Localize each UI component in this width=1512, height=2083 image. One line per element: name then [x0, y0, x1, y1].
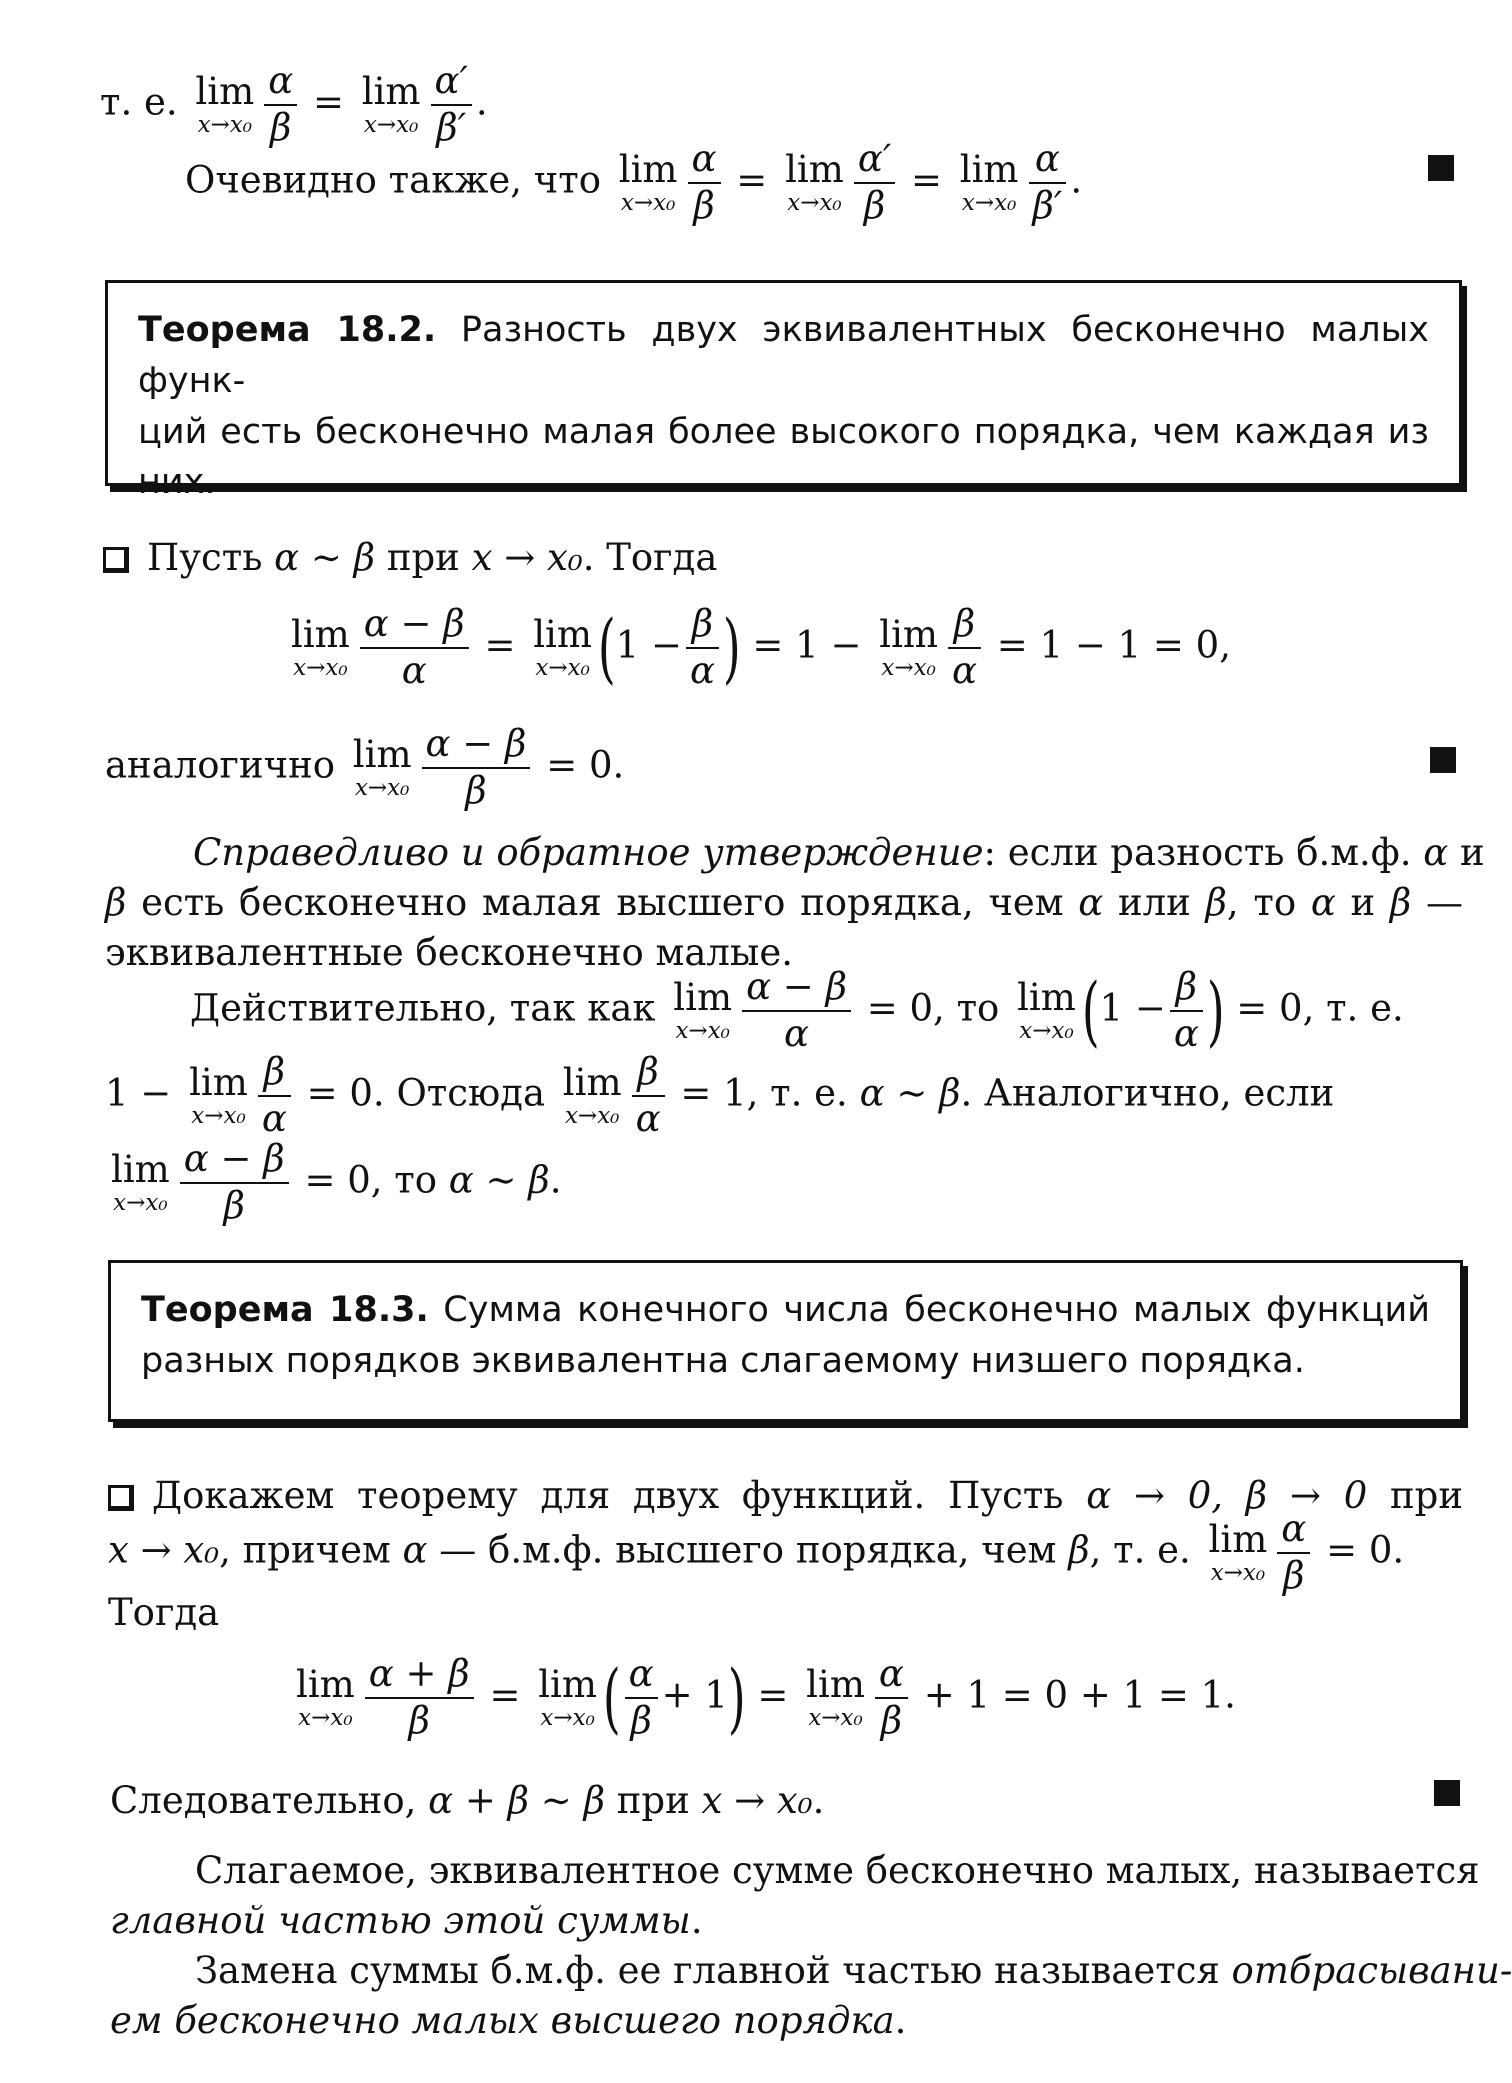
limit: lim x→x₀ [195, 69, 255, 138]
qed-square [1430, 747, 1456, 773]
text: Тогда [606, 536, 718, 579]
equation-analog: аналогично lim x→x₀ $\frac{\alpha - \beta}{\beta}$ = 0. [105, 722, 625, 812]
proof-line-3c: Тогда [108, 1591, 220, 1634]
fraction: $\frac{\beta}{\alpha}$ [632, 1053, 665, 1139]
indeed-line-2: 1 − lim x→x₀ $\frac{\beta}{\alpha}$ = 0. Отсюда lim x→x₀ $\frac{\beta}{\alpha}$ = 1, т. е. α ∼ β. Аналогично, если [105, 1050, 1335, 1140]
proof-start-icon [103, 547, 129, 573]
limit: lim x→x₀ [1208, 1517, 1268, 1586]
theorem-18-3 [108, 1260, 1463, 1422]
fraction: $\frac{\alpha - \beta}{\alpha}$ [742, 968, 851, 1054]
fraction: $\frac{\alpha}{\beta}$ [875, 1655, 908, 1741]
italic-term: ем бесконечно малых высшего порядка [110, 1999, 895, 2042]
conclusion-line: Следовательно, α + β ∼ β при x → x₀. [110, 1779, 825, 1822]
limit: lim x→x₀ [806, 1662, 865, 1731]
indeed-line-3: lim x→x₀ $\frac{\alpha - \beta}{\beta}$ = 0, то α ∼ β. [111, 1137, 562, 1227]
fraction: $\frac{\alpha + \beta}{\beta}$ [365, 1655, 474, 1741]
converse-line-2: β есть бесконечно малая высшего порядка, чем α или β, то α и β — [105, 881, 1463, 924]
limit: lim x→x₀ [533, 612, 592, 681]
equation-line-2: Очевидно также, что lim x→x₀ $\frac{\alpha}{\beta}$ = lim x→x₀ $\frac{\alpha'}{\beta}$ = lim x→x₀ $\frac{\alpha}{\beta'}$ . [185, 137, 1083, 227]
italic-term: главной частью этой суммы [110, 1899, 691, 1942]
converse-line-1: Справедливо и обратное утверждение: если разность б.м.ф. α и [193, 831, 1485, 874]
theorem-18-2 [105, 280, 1462, 503]
text: Очевидно также, что [185, 158, 601, 202]
limit: lim x→x₀ [618, 147, 678, 216]
limit: lim x→x₀ [785, 147, 844, 216]
fraction: $\frac{\alpha}{\beta}$ [688, 140, 721, 226]
limit: lim x→x₀ [296, 1662, 355, 1731]
limit: lim x→x₀ [111, 1147, 170, 1216]
definition-line-2: главной частью этой суммы. [110, 1899, 703, 1942]
limit: lim x→x₀ [291, 612, 350, 681]
equation-line-1: т. е. lim x→x₀ $\frac{\alpha}{\beta}$ = lim x→x₀ $\frac{\alpha'}{\beta'}$ . [100, 59, 488, 149]
fraction: $\frac{\alpha - \beta}{\beta}$ [422, 725, 531, 811]
limit: lim x→x₀ [189, 1060, 248, 1129]
fraction: $\frac{\alpha}{\beta'}$ [1029, 140, 1067, 226]
text: Разность двух эквивалентных бесконечно малых функ- [138, 310, 1429, 401]
italic-term: отбрасывани- [1231, 1949, 1512, 1992]
converse-line-3: эквивалентные бесконечно малые. [105, 931, 793, 974]
fraction: $\frac{\beta}{\alpha}$ [1170, 968, 1203, 1054]
limit: lim x→x₀ [673, 975, 733, 1044]
fraction: $\frac{\alpha}{\beta}$ [625, 1655, 658, 1741]
indeed-line-1: Действительно, так как lim x→x₀ $\frac{\alpha - \beta}{\alpha}$ = 0, то lim x→x₀ (1 − $\frac{\beta}{\alpha}$ ) = 0, т. е. [190, 965, 1404, 1055]
theorem-title: Теорема 18.2. [138, 310, 437, 350]
qed-square [1434, 1780, 1460, 1806]
display-equation-3: lim x→x₀ $\frac{\alpha + \beta}{\beta}$ = lim x→x₀ ( $\frac{\alpha}{\beta}$ + 1) = lim x→x₀ $\frac{\alpha}{\beta}$ + 1 = 0 + 1 = 1. [296, 1652, 1236, 1742]
text: ций есть бесконечно малая более высокого порядка, чем каждая из [138, 411, 1429, 452]
fraction: $\frac{\alpha'}{\beta'}$ [431, 62, 472, 148]
limit: lim x→x₀ [562, 1060, 622, 1129]
text: аналогично [105, 743, 336, 787]
fraction: $\frac{\alpha - \beta}{\beta}$ [180, 1140, 289, 1226]
proof-start-icon [108, 1485, 134, 1511]
proof-start-3: Докажем теорему для двух функций. Пусть α → 0, β → 0 при [108, 1475, 1463, 1518]
proof-start-1: Пусть α ∼ β при x → x₀. Тогда [103, 537, 717, 580]
text: них. [138, 462, 216, 503]
fraction: $\frac{\alpha - \beta}{\alpha}$ [360, 605, 469, 691]
fraction: $\frac{\beta}{\alpha}$ [948, 605, 981, 691]
fraction: $\frac{\alpha}{\beta}$ [1277, 1510, 1310, 1596]
qed-square [1428, 155, 1454, 181]
italic-term: Справедливо и обратное утверждение [193, 831, 984, 874]
definition-line-1: Слагаемое, эквивалентное сумме бесконечно малых, называется [195, 1849, 1480, 1892]
fraction: $\frac{\alpha}{\beta}$ [264, 62, 297, 148]
proof-line-3b: x → x₀, причем α — б.м.ф. высшего порядка, чем β, т. е. lim x→x₀ $\frac{\alpha}{\beta}$ = 0. [108, 1507, 1405, 1597]
fraction: $\frac{\alpha'}{\beta}$ [854, 140, 895, 226]
definition-line-3: Замена суммы б.м.ф. ее главной частью называется отбрасывани- [195, 1949, 1512, 1992]
definition-line-4: ем бесконечно малых высшего порядка. [110, 1999, 907, 2042]
text: разных порядков эквивалентна слагаемому низшего порядка. [141, 1340, 1305, 1381]
fraction: $\frac{\beta}{\alpha}$ [258, 1053, 291, 1139]
display-equation-1: lim x→x₀ $\frac{\alpha - \beta}{\alpha}$ = lim x→x₀ (1 − $\frac{\beta}{\alpha}$ ) = 1 − lim x→x₀ $\frac{\beta}{\alpha}$ = 1 − 1 = 0, [291, 602, 1231, 692]
limit: lim x→x₀ [1017, 975, 1076, 1044]
limit: lim x→x₀ [959, 147, 1019, 216]
limit: lim x→x₀ [538, 1662, 597, 1731]
text: при [386, 536, 460, 579]
limit: lim x→x₀ [361, 69, 421, 138]
limit: lim x→x₀ [879, 612, 938, 681]
text: Пусть [147, 536, 263, 579]
text: Сумма конечного числа бесконечно малых функций [443, 1290, 1431, 1330]
theorem-title: Теорема 18.3. [141, 1290, 429, 1330]
fraction: $\frac{\beta}{\alpha}$ [686, 605, 719, 691]
limit: lim x→x₀ [352, 732, 412, 801]
text-te: т. е. [100, 80, 178, 124]
